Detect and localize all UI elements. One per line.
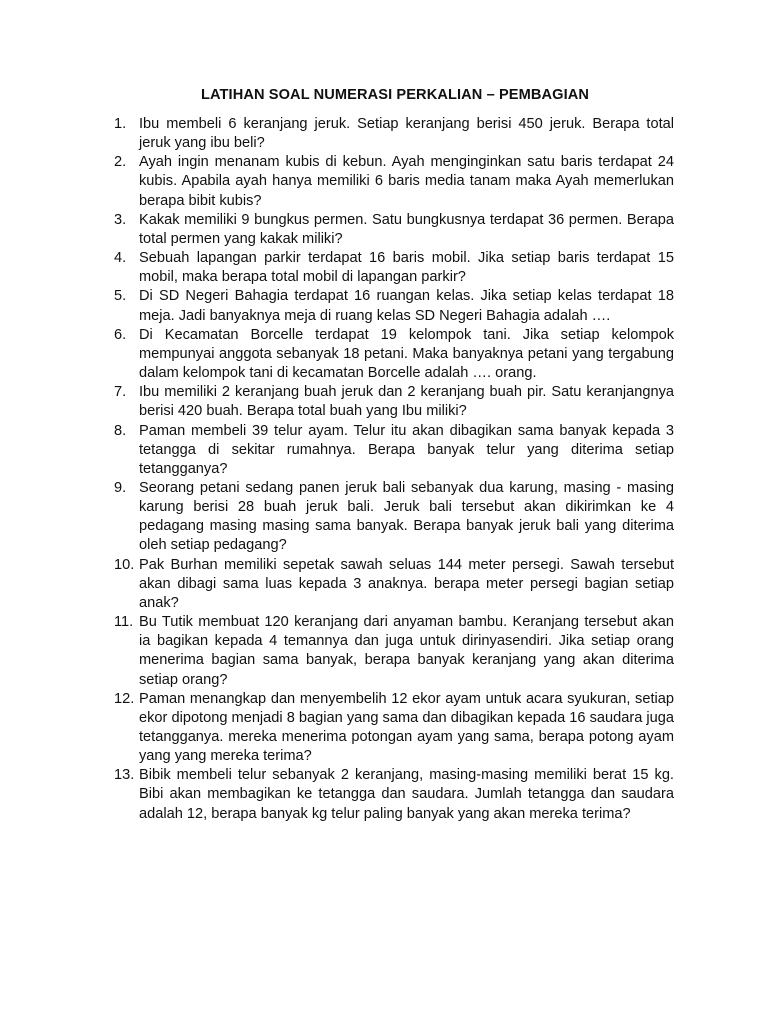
question-item xyxy=(114,326,674,383)
question-text: Ayah ingin menanam kubis di kebun. Ayah menginginkan satu baris terdapat 24 kubis. Apabila ayah hanya memiliki 6 baris media tanam maka Ayah memerlukan berapa bibit kubis? xyxy=(139,154,674,209)
question-text: Ibu memiliki 2 keranjang buah jeruk dan 2 keranjang buah pir. Satu keranjangnya berisi 420 buah. Berapa total buah yang Ibu miliki? xyxy=(139,384,674,420)
question-text: Bibik membeli telur sebanyak 2 keranjang, masing-masing memiliki berat 15 kg. Bibi akan membagikan ke tetangga dan saudara. Jumlah tetangga dan saudara adalah 12, berapa banyak kg telur paling banyak yang akan mereka terima? xyxy=(139,767,674,822)
question-text: Kakak memiliki 9 bungkus permen. Satu bungkusnya terdapat 36 permen. Berapa total permen yang kakak miliki? xyxy=(139,211,674,247)
question-item xyxy=(114,115,674,153)
question-item xyxy=(114,153,674,210)
question-item xyxy=(114,211,674,249)
question-item xyxy=(114,479,674,556)
question-list xyxy=(114,115,674,824)
question-item xyxy=(114,690,674,767)
question-text: Paman menangkap dan menyembelih 12 ekor ayam untuk acara syukuran, setiap ekor dipotong menjadi 8 bagian yang sama dan dibagikan kepada 16 saudara juga tetangganya. mereka menerima potongan ayam yang sama, berapa potong ayam yang yang mereka terima? xyxy=(139,690,674,765)
question-number: 3. xyxy=(114,211,127,228)
question-number: 1. xyxy=(114,116,127,132)
question-number: 11. xyxy=(114,614,134,631)
question-number: 12. xyxy=(114,690,135,707)
question-number: 7. xyxy=(114,384,127,401)
question-text: Sebuah lapangan parkir terdapat 16 baris mobil. Jika setiap baris terdapat 15 mobil, maka berapa total mobil di lapangan parkir? xyxy=(139,250,674,286)
question-item xyxy=(114,766,674,823)
question-text: Di Kecamatan Borcelle terdapat 19 kelompok tani. Jika setiap kelompok mempunyai anggota sebanyak 18 petani. Maka banyaknya petani yang tergabung dalam kelompok tani di kecamatan Borcelle adalah …. orang. xyxy=(139,326,674,382)
question-number: 9. xyxy=(114,479,127,496)
question-text: Pak Burhan memiliki sepetak sawah seluas 144 meter persegi. Sawah tersebut akan dibagi sama luas kepada 3 anaknya. berapa meter persegi bagian setiap anak? xyxy=(139,556,674,611)
question-item xyxy=(114,249,674,287)
question-text: Ibu membeli 6 keranjang jeruk. Setiap keranjang berisi 450 jeruk. Berapa total jeruk yang ibu beli? xyxy=(139,116,674,152)
question-text: Seorang petani sedang panen jeruk bali sebanyak dua karung, masing - masing karung berisi 28 buah jeruk bali. Jeruk bali tersebut akan dikirimkan ke 4 pedagang masing masing sama banyak. Berapa banyak jeruk bali yang diterima oleh setiap pedagang? xyxy=(139,479,674,554)
question-item xyxy=(114,556,674,613)
question-number: 8. xyxy=(114,422,127,439)
question-number: 5. xyxy=(114,288,127,305)
question-text: Bu Tutik membuat 120 keranjang dari anyaman bambu. Keranjang tersebut akan ia bagikan kepada 4 temannya dan juga untuk dirinyasendiri. Jika setiap orang menerima bagian sama banyak, berapa banyak keranjang yang akan diterima setiap orang? xyxy=(139,614,674,688)
question-number: 2. xyxy=(114,154,127,171)
question-number: 6. xyxy=(114,326,127,343)
question-number: 13. xyxy=(114,767,135,784)
question-number: 10. xyxy=(114,556,135,573)
question-text: Paman membeli 39 telur ayam. Telur itu akan dibagikan sama banyak kepada 3 tetangga di sekitar rumahnya. Berapa banyak telur yang diterima setiap tetangganya? xyxy=(139,422,674,477)
question-item xyxy=(114,422,674,479)
question-item xyxy=(114,613,674,690)
question-number: 4. xyxy=(114,250,127,267)
question-item xyxy=(114,287,674,325)
question-text: Di SD Negeri Bahagia terdapat 16 ruangan kelas. Jika setiap kelas terdapat 18 meja. Jadi banyaknya meja di ruang kelas SD Negeri Bahagia adalah …. xyxy=(139,288,674,324)
page-title: LATIHAN SOAL NUMERASI PERKALIAN – PEMBAGIAN xyxy=(200,87,590,103)
question-item xyxy=(114,383,674,421)
